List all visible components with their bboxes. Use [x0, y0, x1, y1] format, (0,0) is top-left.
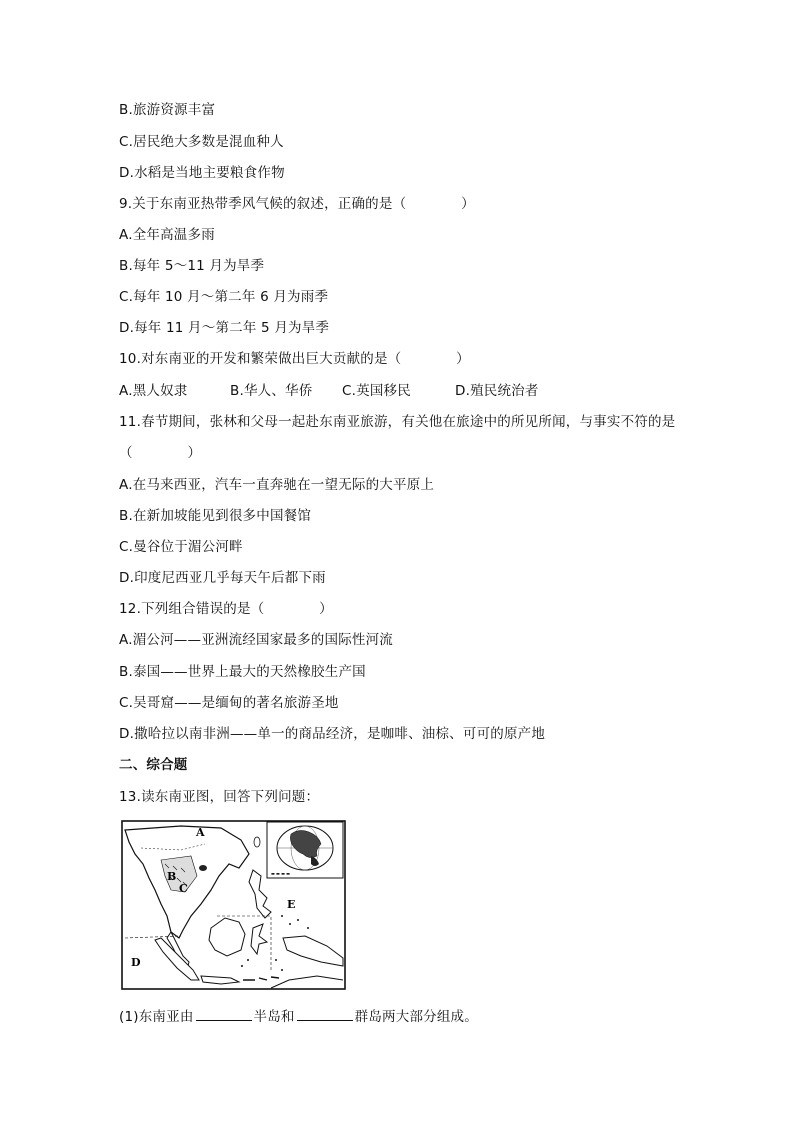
q13-sub1-suffix: 群岛两大部分组成。 [354, 1009, 478, 1025]
q11-option-b: B.在新加坡能见到很多中国餐馆 [119, 508, 312, 524]
map-label-c: C [179, 882, 188, 895]
inset-globe [267, 822, 343, 878]
q12-option-c: C.吴哥窟——是缅甸的著名旅游圣地 [119, 695, 339, 711]
map-label-a: A [196, 826, 205, 839]
map-label-d: D [131, 956, 141, 969]
q9-stem: 9.关于东南亚热带季风气候的叙述，正确的是（ ） [119, 196, 475, 212]
svg-text:▬ ▬ ▬ ▬: ▬ ▬ ▬ ▬ [271, 871, 290, 876]
q10-option-a: A.黑人奴隶 [119, 383, 188, 399]
q11-option-d: D.印度尼西亚几乎每天午后都下雨 [119, 570, 326, 586]
southeast-asia-map [121, 820, 346, 990]
q12-option-d: D.撒哈拉以南非洲——单一的商品经济，是咖啡、油棕、可可的原产地 [119, 726, 546, 742]
section-heading: 二、综合题 [119, 757, 188, 773]
q10-stem: 10.对东南亚的开发和繁荣做出巨大贡献的是（ ） [119, 351, 470, 367]
q10-option-d: D.殖民统治者 [455, 383, 539, 399]
answer-blank-1[interactable] [196, 1008, 252, 1021]
q9-option-d: D.每年 11 月～第二年 5 月为旱季 [119, 320, 330, 336]
map-label-b: B [167, 870, 177, 883]
q13-sub1 [119, 1008, 478, 1026]
q9-option-c: C.每年 10 月～第二年 6 月为雨季 [119, 289, 329, 305]
q12-option-a: A.湄公河——亚洲流经国家最多的国际性河流 [119, 632, 393, 648]
q10-option-b: B.华人、华侨 [230, 383, 313, 399]
q11-stem-cont: （ ） [119, 445, 202, 461]
q10-option-c: C.英国移民 [342, 383, 411, 399]
map-label-e: E [287, 898, 296, 911]
q11-stem: 11.春节期间，张林和父母一起赴东南亚旅游，有关他在旅途中的所见所闻，与事实不符的是 [119, 414, 676, 430]
q12-option-b: B.泰国——世界上最大的天然橡胶生产国 [119, 664, 366, 680]
q10-options [119, 382, 539, 400]
q11-option-a: A.在马来西亚，汽车一直奔驰在一望无际的大平原上 [119, 477, 435, 493]
answer-blank-2[interactable] [297, 1008, 353, 1021]
q12-stem: 12.下列组合错误的是（ ） [119, 601, 333, 617]
q11-option-c: C.曼谷位于湄公河畔 [119, 539, 243, 555]
q9-option-a: A.全年高温多雨 [119, 227, 215, 243]
q13-sub1-middle: 半岛和 [253, 1009, 295, 1025]
q8-option-b: B.旅游资源丰富 [119, 102, 216, 118]
q13-sub1-prefix: (1)东南亚由 [119, 1009, 194, 1025]
q8-option-c: C.居民绝大多数是混血种人 [119, 134, 284, 150]
q9-option-b: B.每年 5～11 月为旱季 [119, 258, 265, 274]
q13-stem: 13.读东南亚图，回答下列问题： [119, 789, 320, 805]
q8-option-d: D.水稻是当地主要粮食作物 [119, 165, 285, 181]
